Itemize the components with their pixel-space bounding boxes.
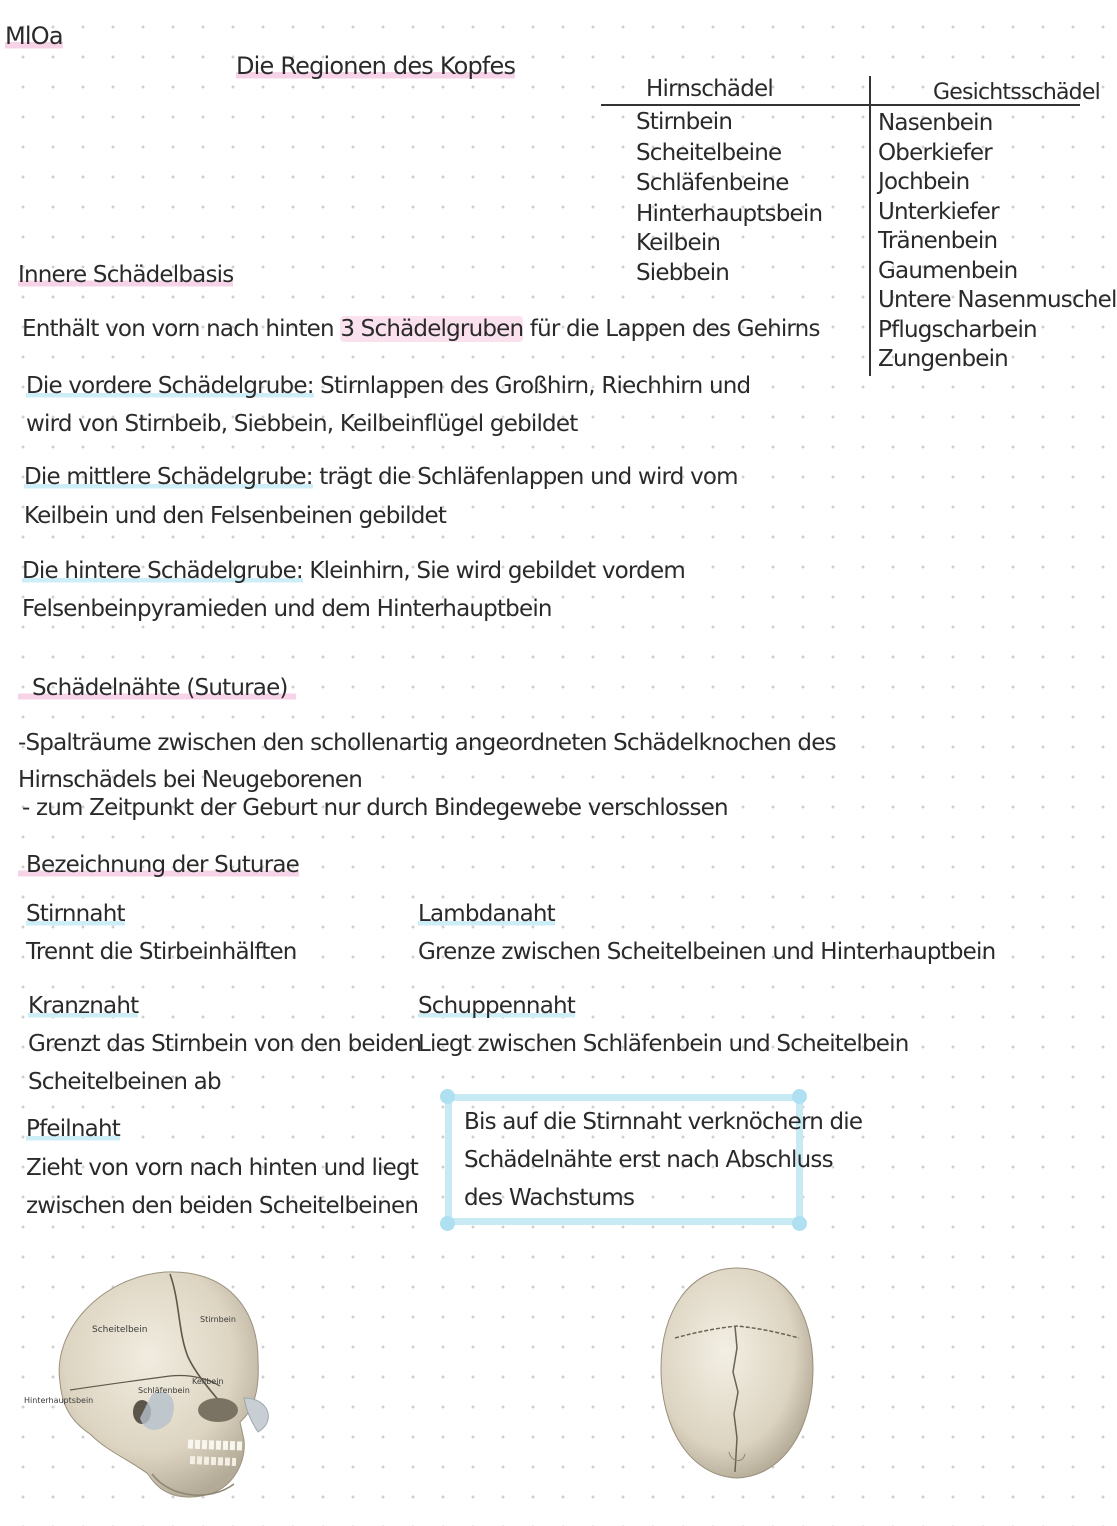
suturae-line1: -Spalträume zwischen den schollenartig angeordneten Schädelknochen des — [18, 730, 836, 756]
note-corner-dot — [792, 1216, 807, 1231]
intro-highlight: 3 Schädelgruben — [340, 316, 524, 342]
sutur-lambdanaht-title: Lambdanaht — [418, 901, 555, 927]
list-item: Siebbein — [636, 259, 730, 286]
note-line1: Bis auf die Stirnnaht verknöchern die — [464, 1109, 863, 1135]
hintere-schaedelgrube-label: Die hintere Schädelgrube: — [22, 558, 303, 584]
vordere-schaedelgrube-line2: wird von Stirnbeib, Siebbein, Keilbeinflügel gebildet — [26, 411, 578, 437]
sutur-schuppennaht-text: Liegt zwischen Schläfenbein und Scheitelbein — [418, 1031, 909, 1057]
section-heading-bezeichnung: Bezeichnung der Suturae — [18, 852, 299, 878]
sutur-stirnnaht-title: Stirnnaht — [26, 901, 125, 927]
list-item: Keilbein — [636, 230, 721, 256]
sutur-pfeilnaht-text-b: zwischen den beiden Scheitelbeinen — [26, 1193, 419, 1219]
list-item: Unterkiefer — [878, 198, 999, 225]
schaedelbasis-intro — [22, 316, 820, 342]
sutur-schuppennaht-title: Schuppennaht — [418, 993, 575, 1019]
note-corner-dot — [440, 1089, 455, 1104]
list-item: Schläfenbeine — [636, 170, 789, 196]
sutur-stirnnaht-text: Trennt die Stirbeinhälften — [26, 939, 297, 965]
note-line2: Schädelnähte erst nach Abschluss — [464, 1147, 833, 1173]
list-item: Oberkiefer — [878, 139, 992, 166]
suturae-line3: - zum Zeitpunkt der Geburt nur durch Bindegewebe verschlossen — [22, 795, 728, 821]
sutur-pfeilnaht-text-a: Zieht von vorn nach hinten und liegt — [26, 1155, 419, 1181]
list-item: Untere Nasenmuschel — [878, 287, 1117, 313]
list-item: Jochbein — [878, 169, 970, 195]
mittlere-schaedelgrube-line1 — [24, 464, 738, 490]
class-label: MlOa — [5, 22, 63, 50]
sutur-kranznaht-text-b: Scheitelbeinen ab — [28, 1069, 221, 1095]
note-corner-dot — [440, 1216, 455, 1231]
section-heading-schaedelbasis: Innere Schädelbasis — [18, 262, 234, 288]
list-item: Hinterhauptsbein — [636, 200, 823, 227]
vordere-schaedelgrube-label: Die vordere Schädelgrube: — [26, 373, 314, 399]
suturae-line2: Hirnschädels bei Neugeborenen — [18, 767, 363, 793]
sutur-pfeilnaht-title: Pfeilnaht — [26, 1116, 120, 1142]
label-keilbein: Keilbein — [192, 1377, 224, 1386]
gesichtsschaedel-list — [878, 109, 1117, 375]
skull-top-figure — [655, 1262, 820, 1487]
hintere-schaedelgrube-line2: Felsenbeinpyramieden und dem Hinterhauptbein — [22, 596, 552, 622]
mittlere-text-a: trägt die Schläfenlappen und wird vom — [312, 464, 738, 490]
vordere-schaedelgrube-line1 — [26, 373, 750, 399]
mittlere-schaedelgrube-label: Die mittlere Schädelgrube: — [24, 464, 313, 490]
page-title: Die Regionen des Kopfes — [236, 52, 516, 80]
list-item: Nasenbein — [878, 110, 993, 136]
list-item: Gaumenbein — [878, 257, 1018, 284]
note-line3: des Wachstums — [464, 1185, 635, 1211]
skull-lateral-image — [20, 1262, 280, 1512]
intro-text-a: Enthält von vorn nach hinten — [22, 316, 341, 342]
sutur-kranznaht-title: Kranznaht — [28, 993, 139, 1019]
section-heading-schaedelnaehte: Schädelnähte (Suturae) — [18, 675, 296, 701]
table-vertical-line — [869, 76, 871, 376]
table-header-gesichtsschaedel: Gesichtsschädel — [933, 80, 1100, 105]
note-corner-dot — [792, 1089, 807, 1104]
intro-text-b: für die Lappen des Gehirns — [523, 316, 820, 342]
hintere-text-a: Kleinhirn, Sie wird gebildet vordem — [302, 558, 685, 584]
skull-top-image — [655, 1262, 820, 1487]
list-item: Tränenbein — [878, 228, 998, 254]
label-scheitelbein: Scheitelbein — [92, 1325, 148, 1335]
list-item: Zungenbein — [878, 346, 1008, 372]
list-item: Stirnbein — [636, 109, 733, 135]
label-schlaefenbein: Schläfenbein — [138, 1386, 190, 1395]
skull-lateral-figure — [20, 1262, 280, 1512]
sutur-lambdanaht-text: Grenze zwischen Scheitelbeinen und Hinterhauptbein — [418, 939, 996, 965]
hirnschaedel-list — [636, 108, 822, 288]
label-hinterhauptsbein: Hinterhauptsbein — [24, 1396, 94, 1405]
label-stirnbein: Stirnbein — [200, 1315, 236, 1324]
sutur-kranznaht-text-a: Grenzt das Stirnbein von den beiden — [28, 1031, 422, 1057]
list-item: Pflugscharbein — [878, 316, 1037, 343]
vordere-text-a: Stirnlappen des Großhirn, Riechhirn und — [313, 373, 751, 399]
list-item: Scheitelbeine — [636, 139, 782, 166]
table-header-hirnschaedel: Hirnschädel — [646, 76, 773, 102]
hintere-schaedelgrube-line1 — [22, 558, 685, 584]
mittlere-schaedelgrube-line2: Keilbein und den Felsenbeinen gebildet — [24, 503, 447, 529]
